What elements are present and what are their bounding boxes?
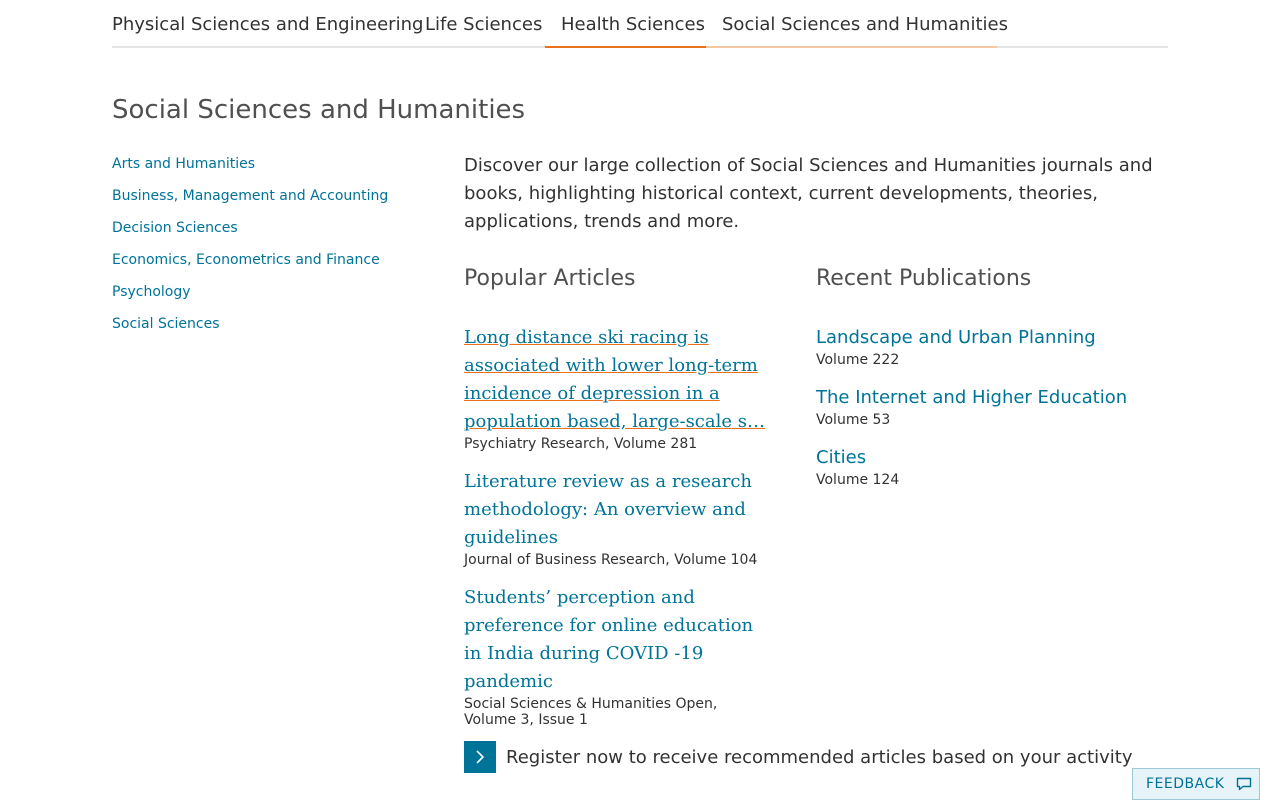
subject-link-business-management-accounting[interactable]: Business, Management and Accounting xyxy=(112,188,389,204)
publication-link[interactable]: Landscape and Urban Planning xyxy=(816,327,1096,348)
article-source: Journal of Business Research, Volume 104 xyxy=(464,552,758,568)
subject-link-social-sciences[interactable]: Social Sciences xyxy=(112,316,220,332)
section-title: Social Sciences and Humanities xyxy=(112,95,526,125)
subject-link-decision-sciences[interactable]: Decision Sciences xyxy=(112,220,238,236)
article-link[interactable]: Students’ perception and preference for online education in India during COVID -19 pandemic xyxy=(464,587,754,692)
publication-item xyxy=(816,444,1166,488)
subject-area-tabs xyxy=(112,0,1168,48)
register-link[interactable] xyxy=(464,741,1132,773)
subject-link-economics-econometrics-finance[interactable]: Economics, Econometrics and Finance xyxy=(112,252,380,268)
subject-link-arts-and-humanities[interactable]: Arts and Humanities xyxy=(112,156,256,172)
article-item xyxy=(464,468,774,568)
article-source: Psychiatry Research, Volume 281 xyxy=(464,436,698,452)
section-intro: Discover our large collection of Social Sciences and Humanities journals and books, highlighting historical context, current developments, theories, applications, trends and more. xyxy=(464,155,1153,232)
article-source: Social Sciences & Humanities Open, Volume 3, Issue 1 xyxy=(464,696,718,728)
register-label: Register now to receive recommended articles based on your activity xyxy=(506,746,1133,768)
chevron-right-icon[interactable] xyxy=(464,741,496,773)
tab-social-sciences-and-humanities[interactable]: Social Sciences and Humanities xyxy=(706,0,997,48)
publication-item xyxy=(816,324,1166,368)
popular-articles-title: Popular Articles xyxy=(464,266,636,291)
publication-volume: Volume 53 xyxy=(816,412,891,428)
publication-link[interactable]: The Internet and Higher Education xyxy=(816,387,1128,408)
subject-list xyxy=(112,154,388,346)
article-link[interactable]: Long distance ski racing is associated with lower long-term incidence of depression in a population based, large-scale s… xyxy=(464,327,765,432)
tab-physical-sciences-and-engineering[interactable]: Physical Sciences and Engineering xyxy=(112,14,424,35)
publication-link[interactable]: Cities xyxy=(816,447,867,468)
publication-volume: Volume 222 xyxy=(816,352,900,368)
tab-health-sciences[interactable]: Health Sciences xyxy=(545,0,706,48)
article-link[interactable]: Literature review as a research methodology: An overview and guidelines xyxy=(464,471,752,548)
feedback-label: FEEDBACK xyxy=(1146,776,1225,792)
article-item xyxy=(464,584,770,728)
publication-item xyxy=(816,384,1166,428)
speech-bubble-icon xyxy=(1236,777,1252,791)
publication-volume: Volume 124 xyxy=(816,472,900,488)
tab-life-sciences[interactable]: Life Sciences xyxy=(425,14,543,35)
recent-publications-title: Recent Publications xyxy=(816,266,1032,291)
subject-link-psychology[interactable]: Psychology xyxy=(112,284,191,300)
article-item xyxy=(464,324,774,452)
feedback-button[interactable] xyxy=(1132,768,1260,800)
